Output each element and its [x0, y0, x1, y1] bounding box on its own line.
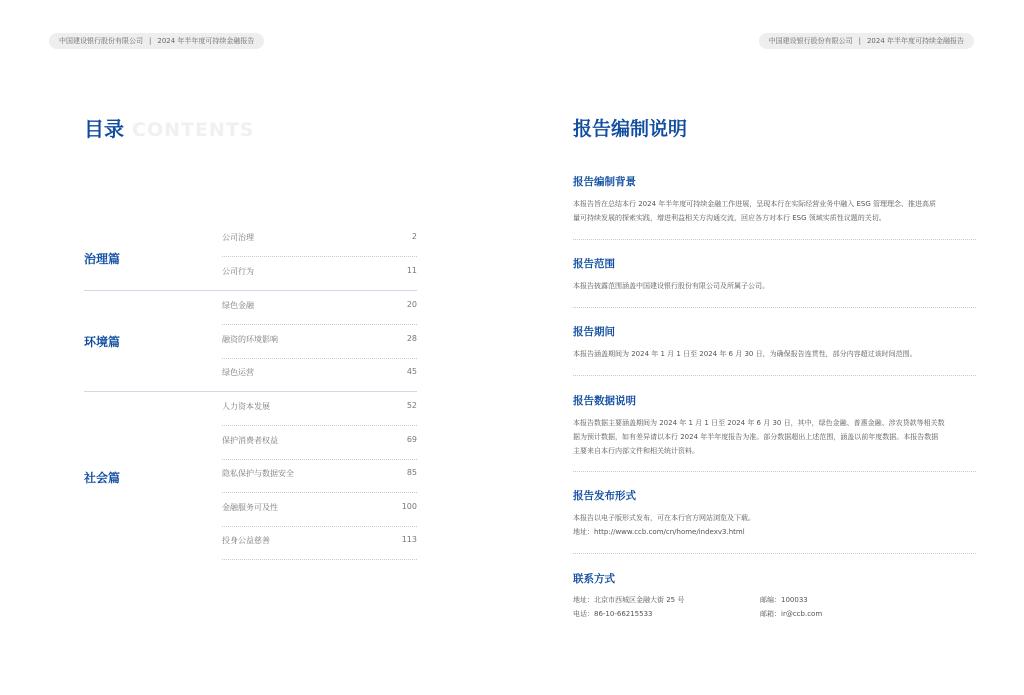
toc-item[interactable]: [222, 291, 417, 325]
toc-item-title: 人力资本发展: [222, 402, 270, 411]
header-left-separator: |: [149, 37, 152, 45]
notes-background-text: [573, 197, 976, 225]
toc-item-title: 金融服务可及性: [222, 503, 278, 512]
header-left-report: 2024 年半年度可持续金融报告: [157, 37, 255, 45]
toc-section-environment: [84, 291, 417, 392]
toc-item-page: 2: [411, 232, 417, 241]
notes-background: [573, 174, 976, 240]
toc-item[interactable]: [222, 426, 417, 460]
toc-item-title: 融资的环境影响: [222, 335, 278, 344]
notes-data-heading: 报告数据说明: [573, 395, 636, 407]
toc-item-page: 11: [406, 266, 417, 275]
divider: [573, 307, 976, 308]
toc-item-title: 绿色运营: [222, 368, 254, 377]
contact-email[interactable]: 邮箱：ir@ccb.com: [760, 610, 823, 618]
notes-period: [573, 324, 976, 376]
toc-item-title: 公司治理: [222, 233, 254, 242]
toc-section-name: 治理篇: [84, 252, 121, 266]
notes-data-line3: 主要来自本行内部文件和相关统计资料。: [573, 447, 699, 455]
notes-background-line1: 本报告旨在总结本行 2024 年半年度可持续金融工作进展，呈现本行在实际经营业务中融入 ESG 管理理念、推进高质: [573, 200, 937, 208]
notes-scope-heading: 报告范围: [573, 258, 615, 270]
toc-item-page: 100: [401, 502, 417, 511]
notes-format-text: [573, 511, 976, 539]
toc-item[interactable]: [222, 257, 417, 290]
toc-item[interactable]: [222, 459, 417, 493]
notes-data-text: [573, 416, 976, 458]
notes-format-url[interactable]: 地址：http://www.ccb.com/cn/home/indexv3.html: [573, 528, 745, 536]
notes-format: [573, 488, 976, 554]
divider: [573, 471, 976, 472]
toc-item-title: 绿色金融: [222, 301, 254, 310]
notes-contact: [573, 571, 976, 623]
header-left: [49, 33, 264, 49]
toc-item-page: 20: [406, 300, 417, 309]
toc-item-page: 69: [406, 435, 417, 444]
toc-section-name: 社会篇: [84, 471, 121, 485]
notes-format-heading: 报告发布形式: [573, 490, 636, 502]
toc-title-en: CONTENTS: [132, 119, 255, 141]
toc-title-cn: 目录: [84, 117, 124, 141]
header-right-separator: |: [858, 37, 861, 45]
toc-section-name: 环境篇: [84, 335, 121, 349]
notes-background-heading: 报告编制背景: [573, 176, 636, 188]
toc-item-page: 52: [406, 401, 417, 410]
toc-section-social: [84, 392, 417, 560]
divider: [573, 375, 976, 376]
toc-item-page: 113: [401, 535, 417, 544]
toc-item-page: 45: [406, 367, 417, 376]
notes-data-line2: 据为预计数据，如有差异请以本行 2024 年半年度报告为准。部分数据超出上述范围，涵盖以前年度数据。本报告数据: [573, 433, 939, 441]
divider: [573, 239, 976, 240]
header-right-report: 2024 年半年度可持续金融报告: [866, 37, 964, 45]
notes-scope: [573, 256, 976, 308]
header-left-company: 中国建设银行股份有限公司: [59, 37, 143, 45]
notes-title: 报告编制说明: [573, 118, 688, 140]
notes-format-line1: 本报告以电子版形式发布，可在本行官方网站浏览及下载。: [573, 514, 755, 522]
notes-data: [573, 393, 976, 472]
toc-item[interactable]: [222, 526, 417, 560]
header-right-company: 中国建设银行股份有限公司: [768, 37, 853, 45]
toc-title: [84, 113, 254, 142]
notes-period-heading: 报告期间: [573, 326, 615, 338]
toc-item-title: 投身公益慈善: [222, 536, 270, 545]
toc-item[interactable]: [222, 493, 417, 527]
toc-item[interactable]: [222, 358, 417, 391]
toc-item[interactable]: [222, 392, 417, 426]
toc-item-title: 公司行为: [222, 267, 254, 276]
notes-scope-text: 本报告披露范围涵盖中国建设银行股份有限公司及所属子公司。: [573, 282, 769, 290]
toc-item-page: 85: [406, 468, 417, 477]
notes-contact-heading: 联系方式: [573, 573, 615, 585]
header-right: [759, 33, 974, 49]
divider: [573, 553, 976, 554]
contact-phone: 电话：86-10-66215533: [573, 610, 653, 618]
toc-item-title: 隐私保护与数据安全: [222, 469, 294, 478]
notes-data-line1: 本报告数据主要涵盖期间为 2024 年 1 月 1 日至 2024 年 6 月 30 日，其中，绿色金融、普惠金融、涉农贷款等相关数: [573, 419, 945, 427]
contact-address: 地址：北京市西城区金融大街 25 号: [573, 596, 685, 604]
notes-period-text: 本报告涵盖期间为 2024 年 1 月 1 日至 2024 年 6 月 30 日，为确保报告连贯性，部分内容超过该时间范围。: [573, 350, 917, 358]
contact-postcode: 邮编：100033: [760, 596, 808, 604]
toc-item[interactable]: [222, 325, 417, 359]
notes-background-line2: 量可持续发展的探索实践，增进利益相关方沟通交流，回应各方对本行 ESG 领域实质性议题的关切。: [573, 214, 886, 222]
toc-item-page: 28: [406, 334, 417, 343]
toc-item-title: 保护消费者权益: [222, 436, 278, 445]
toc-item[interactable]: [222, 223, 417, 257]
toc-section-governance: [84, 223, 417, 291]
